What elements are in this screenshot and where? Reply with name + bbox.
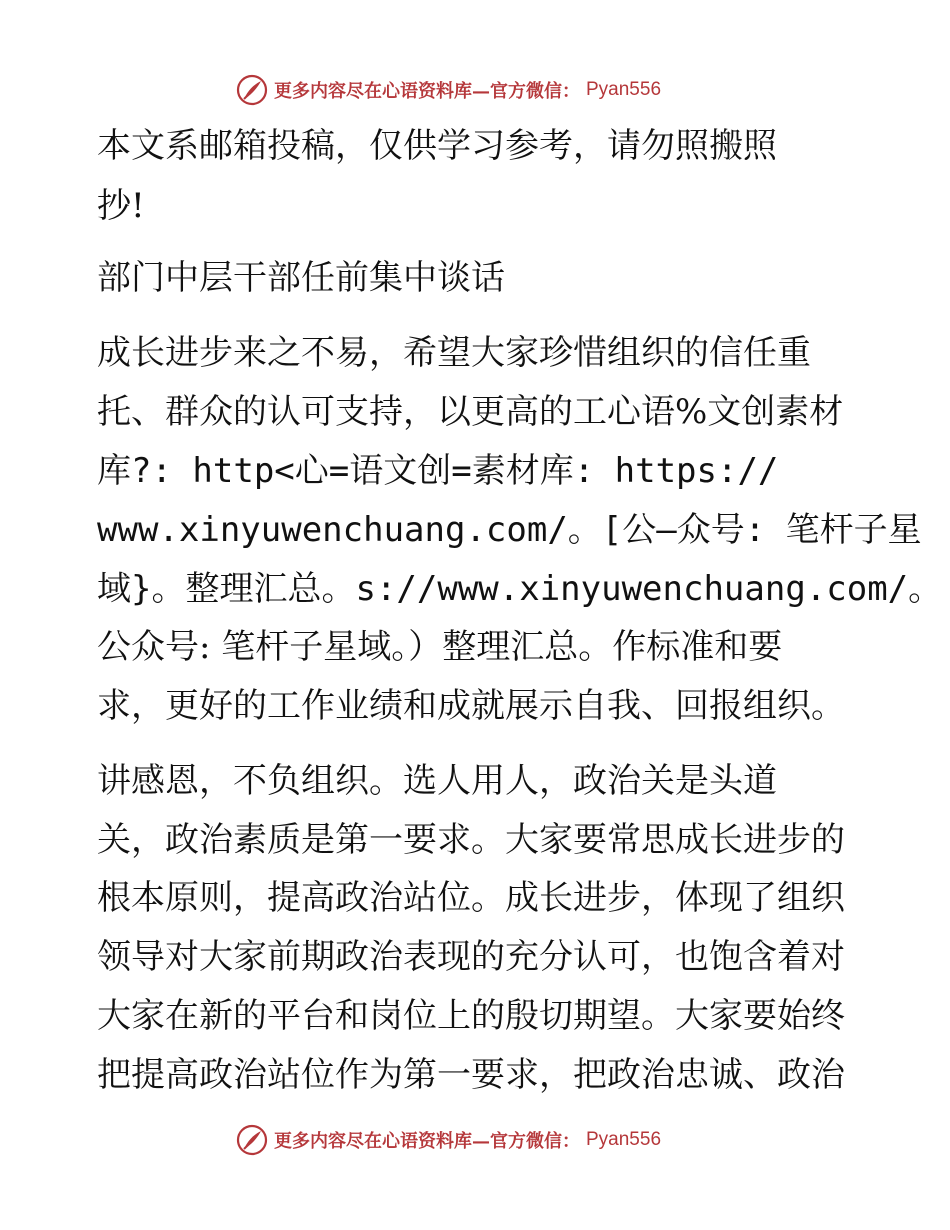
paragraph2-line: 根本原则，提高政治站位。成长进步，体现了组织 <box>97 878 845 918</box>
footer-watermark-banner <box>236 1122 661 1158</box>
header-banner-code: Pyan556 <box>586 79 662 100</box>
quill-logo-icon <box>236 1124 268 1156</box>
header-banner-text: 更多内容尽在心语资料库—官方微信： <box>274 81 580 102</box>
notice-line-2: 抄! <box>97 186 145 226</box>
footer-banner-code: Pyan556 <box>586 1129 662 1150</box>
paragraph1-line: 库?: http<心=语文创=素材库: https:// <box>97 451 779 491</box>
paragraph1-line: www.xinyuwenchuang.com/。[公—众号: 笔杆子星 <box>97 510 922 550</box>
paragraph1-line: 域}。整理汇总。s://www.xinyuwenchuang.com/。 <box>97 569 943 609</box>
paragraph2-line: 关，政治素质是第一要求。大家要常思成长进步的 <box>97 820 845 860</box>
paragraph1-line: 托、群众的认可支持，以更高的工心语%文创素材 <box>97 392 844 432</box>
quill-logo-icon <box>236 74 268 106</box>
paragraph2-line: 讲感恩，不负组织。选人用人，政治关是头道 <box>97 761 777 801</box>
paragraph1-line: 成长进步来之不易，希望大家珍惜组织的信任重 <box>97 333 811 373</box>
paragraph2-line: 把提高政治站位作为第一要求，把政治忠诚、政治 <box>97 1055 845 1095</box>
notice-line-1: 本文系邮箱投稿，仅供学习参考，请勿照搬照 <box>97 126 777 166</box>
document-title: 部门中层干部任前集中谈话 <box>97 258 505 298</box>
paragraph2-line: 大家在新的平台和岗位上的殷切期望。大家要始终 <box>97 996 845 1036</box>
paragraph1-line: 求，更好的工作业绩和成就展示自我、回报组织。 <box>97 686 845 726</box>
header-watermark-banner <box>236 72 661 108</box>
footer-banner-text: 更多内容尽在心语资料库—官方微信： <box>274 1131 580 1152</box>
paragraph1-line: 公众号: 笔杆子星域。）整理汇总。作标准和要 <box>97 627 783 667</box>
paragraph2-line: 领导对大家前期政治表现的充分认可，也饱含着对 <box>97 937 845 977</box>
